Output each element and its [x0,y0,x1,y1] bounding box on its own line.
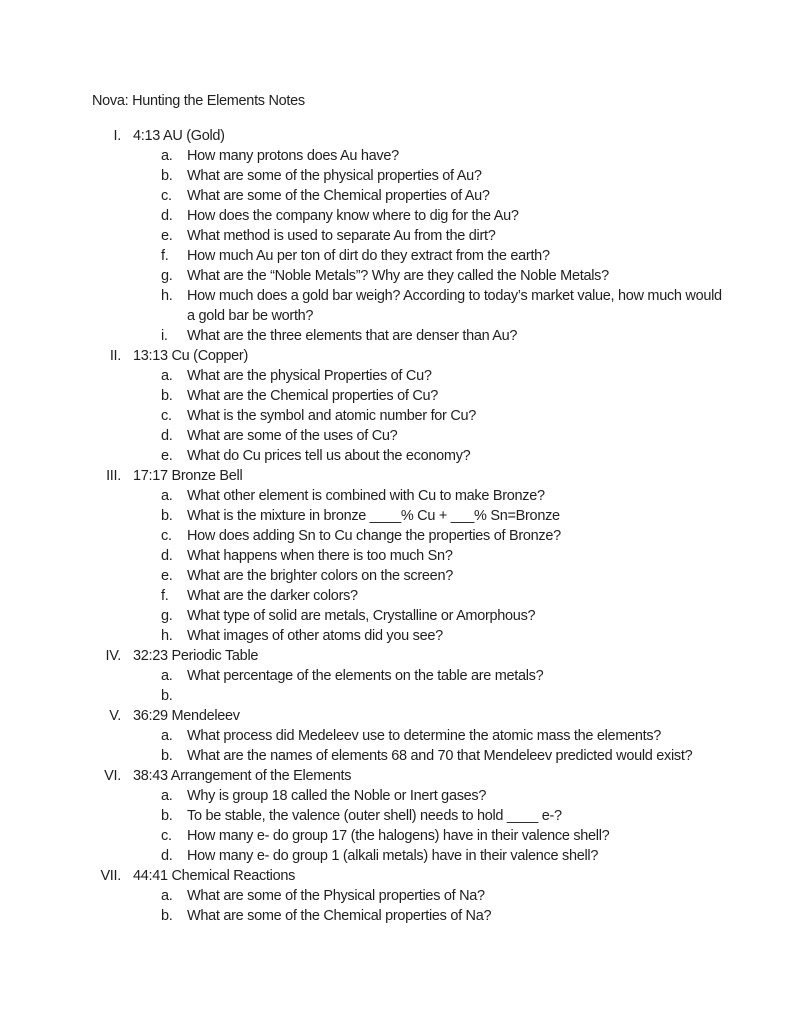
subitem-marker: d. [161,428,173,444]
subitem-marker: c. [161,528,172,544]
subitem-text: What images of other atoms did you see? [187,628,443,644]
subitem-marker: a. [161,368,173,384]
subitem-text: What are the “Noble Metals”? Why are they called the Noble Metals? [187,268,609,284]
subitem-text: What is the symbol and atomic number for Cu? [187,408,477,424]
outline-subitem [0,486,791,506]
section-heading-text: 13:13 Cu (Copper) [133,348,248,364]
outline-section-heading [0,646,791,666]
subitem-marker: a. [161,668,173,684]
section-heading-text: 32:23 Periodic Table [133,648,259,664]
subitem-text: What are the brighter colors on the screen? [187,568,453,584]
subitem-marker-empty [161,306,187,326]
subitem-text: What other element is combined with Cu to make Bronze? [187,488,545,504]
subitem-text-continuation: a gold bar be worth? [187,308,314,324]
subitem-marker: c. [161,188,172,204]
subitem-marker: c. [161,828,172,844]
subitem-text: What are some of the Physical properties of Na? [187,888,485,904]
outline-section-heading [0,126,791,146]
outline-subitem [0,366,791,386]
outline-subitem [0,506,791,526]
outline-subitem [0,726,791,746]
section-numeral: VII. [100,868,121,884]
subitem-text: What process did Medeleev use to determine the atomic mass the elements? [187,728,662,744]
subitem-marker: b. [161,688,173,704]
subitem-text: What are some of the Chemical properties of Au? [187,188,490,204]
outline-subitem [0,686,791,706]
subitem-text: What are the darker colors? [187,588,358,604]
section-heading-text: 44:41 Chemical Reactions [133,868,296,884]
outline-subitem [0,826,791,846]
outline-subitem [0,326,791,346]
subitem-text: What are the three elements that are denser than Au? [187,328,518,344]
outline-subitem [0,166,791,186]
subitem-text: How many e- do group 17 (the halogens) have in their valence shell? [187,828,610,844]
subitem-marker: d. [161,548,173,564]
subitem-marker: h. [161,628,173,644]
outline-subitem [0,666,791,686]
outline-section-heading [0,866,791,886]
outline-section-heading [0,466,791,486]
outline-list [0,126,791,926]
subitem-text: What are some of the Chemical properties of Na? [187,908,492,924]
section-numeral: II. [109,348,121,364]
outline-subitem [0,586,791,606]
subitem-marker: a. [161,488,173,504]
section-heading-text: 17:17 Bronze Bell [133,468,243,484]
subitem-text: What are some of the physical properties of Au? [187,168,482,184]
outline-subitem [0,386,791,406]
subitem-text: What method is used to separate Au from the dirt? [187,228,496,244]
section-numeral: IV. [105,648,121,664]
subitem-text: What percentage of the elements on the table are metals? [187,668,544,684]
outline-subitem [0,606,791,626]
section-numeral: VI. [104,768,121,784]
subitem-marker: h. [161,288,173,304]
subitem-marker: f. [161,588,169,604]
subitem-text: How much does a gold bar weigh? According to today’s market value, how much would [187,288,722,304]
subitem-marker: b. [161,168,173,184]
subitem-text: Why is group 18 called the Noble or Inert gases? [187,788,487,804]
subitem-text: What are the names of elements 68 and 70 that Mendeleev predicted would exist? [187,748,693,764]
subitem-marker: a. [161,728,173,744]
subitem-marker: d. [161,208,173,224]
outline-subitem [0,746,791,766]
subitem-marker: b. [161,388,173,404]
section-numeral: V. [109,708,121,724]
subitem-text: How many e- do group 1 (alkali metals) have in their valence shell? [187,848,599,864]
outline-subitem [0,546,791,566]
subitem-text: What are some of the uses of Cu? [187,428,398,444]
subitem-marker: g. [161,608,173,624]
outline-subitem [0,186,791,206]
outline-section-heading [0,766,791,786]
subitem-text: How does the company know where to dig for the Au? [187,208,519,224]
subitem-marker: a. [161,888,173,904]
subitem-marker: f. [161,248,169,264]
outline-subitem [0,426,791,446]
outline-subitem [0,806,791,826]
outline-subitem [0,246,791,266]
subitem-marker: b. [161,808,173,824]
subitem-text: To be stable, the valence (outer shell) needs to hold ____ e-? [187,808,562,824]
section-numeral: I. [113,128,121,144]
outline-subitem [0,566,791,586]
subitem-text: What are the Chemical properties of Cu? [187,388,439,404]
section-heading-text: 4:13 AU (Gold) [133,128,225,144]
subitem-marker: c. [161,408,172,424]
subitem-text: How much Au per ton of dirt do they extract from the earth? [187,248,550,264]
outline-section-heading [0,346,791,366]
subitem-marker: e. [161,228,173,244]
subitem-marker: g. [161,268,173,284]
section-heading-text: 38:43 Arrangement of the Elements [133,768,352,784]
section-heading-text: 36:29 Mendeleev [133,708,240,724]
subitem-marker: a. [161,148,173,164]
subitem-text: What are the physical Properties of Cu? [187,368,432,384]
outline-subitem [0,146,791,166]
subitem-text: How does adding Sn to Cu change the properties of Bronze? [187,528,561,544]
outline-subitem [0,446,791,466]
outline-section-heading [0,706,791,726]
outline-subitem [0,266,791,286]
outline-subitem [0,226,791,246]
subitem-marker: e. [161,568,173,584]
section-numeral: III. [106,468,121,484]
subitem-text: What happens when there is too much Sn? [187,548,453,564]
outline-subitem [0,626,791,646]
subitem-marker: e. [161,448,173,464]
outline-subitem [0,206,791,226]
outline-subitem [0,886,791,906]
subitem-text [187,686,791,706]
subitem-text: What is the mixture in bronze ____% Cu + ___% Sn=Bronze [187,508,560,524]
subitem-marker: i. [161,328,168,344]
outline-subitem-continuation [0,306,791,326]
subitem-text: What do Cu prices tell us about the economy? [187,448,471,464]
outline-subitem [0,406,791,426]
subitem-marker: d. [161,848,173,864]
outline-subitem [0,286,791,306]
outline-subitem [0,786,791,806]
subitem-marker: b. [161,748,173,764]
subitem-text: How many protons does Au have? [187,148,399,164]
subitem-marker: a. [161,788,173,804]
document-title: Nova: Hunting the Elements Notes [92,93,305,109]
outline-subitem [0,526,791,546]
subitem-marker: b. [161,508,173,524]
outline-subitem [0,846,791,866]
outline-subitem [0,906,791,926]
subitem-marker: b. [161,908,173,924]
subitem-text: What type of solid are metals, Crystalline or Amorphous? [187,608,536,624]
